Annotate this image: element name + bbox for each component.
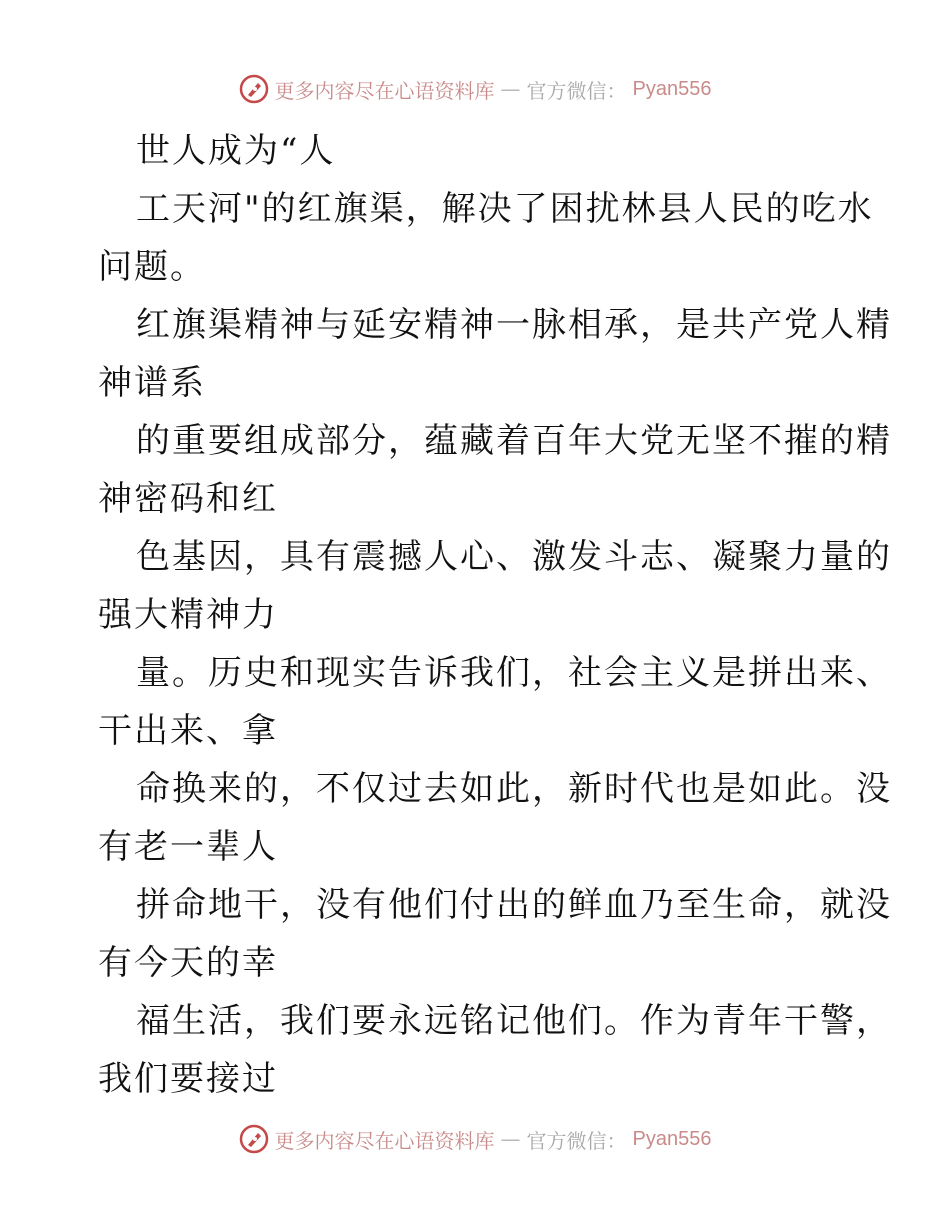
- body-line: 我们要接过: [98, 1059, 278, 1099]
- body-line: 有老一辈人: [98, 827, 278, 867]
- body-line: 命换来的，不仅过去如此，新时代也是如此。没: [136, 769, 892, 809]
- footer-watermark: [0, 1122, 950, 1156]
- pen-nib-logo-icon: [239, 1124, 269, 1154]
- watermark-brand: 更多内容尽在心语资料库: [274, 1128, 495, 1153]
- body-line: 工天河"的红旗渠，解决了困扰林县人民的吃水: [136, 189, 874, 229]
- watermark-official-label: 官方微信：: [526, 1128, 627, 1153]
- body-line: 福生活，我们要永远铭记他们。作为青年干警，: [136, 1001, 892, 1041]
- body-line: 量。历史和现实告诉我们，社会主义是拼出来、: [136, 653, 892, 693]
- body-line: 神谱系: [98, 363, 206, 403]
- body-line: 干出来、拿: [98, 711, 278, 751]
- watermark-brand: 更多内容尽在心语资料库: [274, 78, 495, 103]
- body-line: 拼命地干，没有他们付出的鲜血乃至生命，就没: [136, 885, 892, 925]
- pen-nib-logo-icon: [239, 74, 269, 104]
- watermark-official-label: 官方微信：: [526, 78, 627, 103]
- body-line: 红旗渠精神与延安精神一脉相承，是共产党人精: [136, 305, 892, 345]
- watermark-separator: —: [500, 1127, 521, 1151]
- watermark-separator: —: [500, 77, 521, 101]
- body-line: 的重要组成部分，蕴藏着百年大党无坚不摧的精: [136, 421, 892, 461]
- body-line: 有今天的幸: [98, 943, 278, 983]
- document-body: [98, 122, 892, 1108]
- watermark-wechat-id: Pyan556: [632, 1127, 712, 1150]
- body-line: 世人成为“人: [136, 131, 336, 171]
- watermark-wechat-id: Pyan556: [632, 77, 712, 100]
- body-line: 强大精神力: [98, 595, 278, 635]
- header-watermark: [0, 72, 950, 106]
- body-line: 色基因，具有震撼人心、激发斗志、凝聚力量的: [136, 537, 892, 577]
- body-line: 问题。: [98, 247, 206, 287]
- body-line: 神密码和红: [98, 479, 278, 519]
